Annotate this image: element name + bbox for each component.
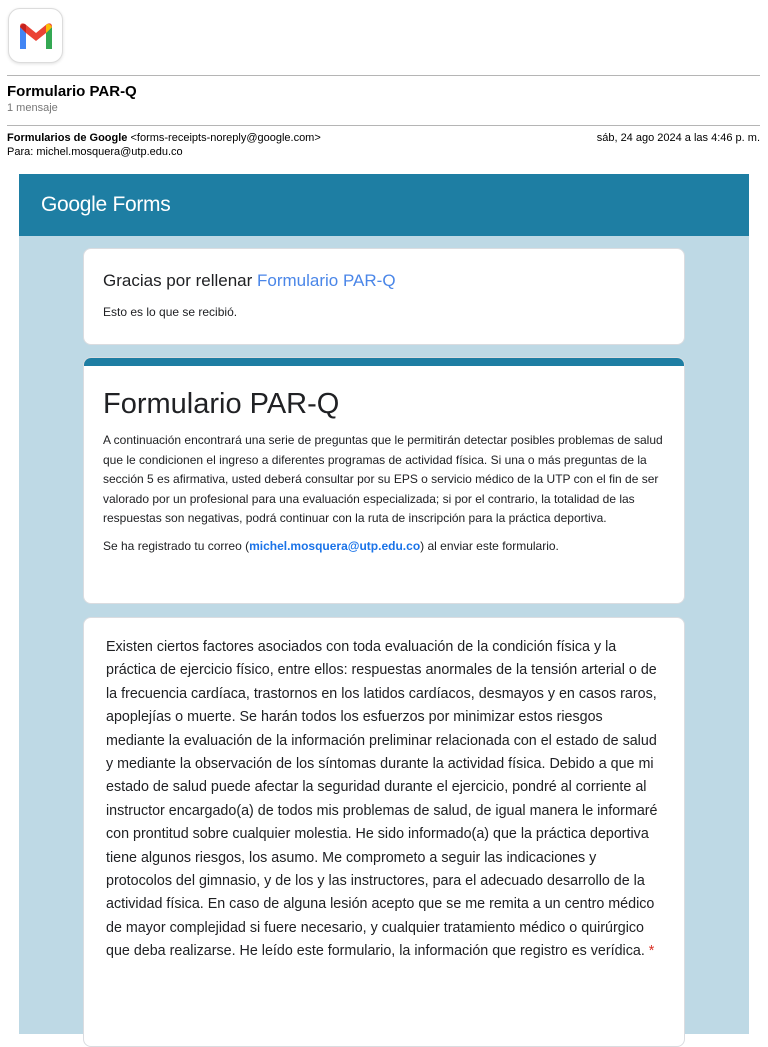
- google-forms-logo: [41, 193, 170, 217]
- card-accent-bar: [84, 358, 684, 366]
- required-marker: *: [644, 943, 655, 960]
- subject-divider: [7, 125, 760, 126]
- question-text: [106, 636, 660, 964]
- form-link[interactable]: Formulario PAR-Q: [257, 271, 396, 290]
- message-count: 1 mensaje: [7, 102, 58, 114]
- form-title: Formulario PAR-Q: [103, 388, 340, 420]
- email-note-prefix: Se ha registrado tu correo (: [103, 538, 250, 553]
- brand-google: Google: [41, 193, 107, 216]
- thanks-card: [83, 248, 685, 345]
- received-text: Esto es lo que se recibió.: [103, 305, 238, 319]
- brand-forms: Forms: [106, 193, 171, 216]
- recipient-line: Para: michel.mosquera@utp.edu.co: [7, 146, 183, 158]
- question-card: [83, 617, 685, 1047]
- header-divider: [7, 75, 760, 76]
- email-note-suffix: ) al enviar este formulario.: [420, 538, 559, 553]
- gmail-icon: [8, 8, 63, 63]
- thanks-prefix: Gracias por rellenar: [103, 271, 258, 290]
- question-body: Existen ciertos factores asociados con toda evaluación de la condición física y la práctica de ejercicio físico, entre ellos: respuestas anormales de la tensión arterial o de la frecuencia cardíaca, trastornos en los latidos cardíacos, desmayos y en casos raros, apoplejías o muerte. Se harán todos los esfuerzos por minimizar estos riesgos mediante la evaluación de la información preliminar relacionada con el estado de salud y mediante la observación de los síntomas durante la actividad física. Debido a que mi estado de salud puede afectar la seguridad durante el ejercicio, pondré al corriente al instructor encargado(a) de todos mis problemas de salud, de igual manera le informaré con prontitud sobre cualquier molestia. He sido informado(a) que la práctica deportiva tiene algunos riesgos, los asumo. Me comprometo a seguir las indicaciones y protocolos del gimnasio, y de los y las instructores, para el adecuado desarrollo de la actividad física. En caso de alguna lesión acepto que se me remita a un centro médico de mayor complejidad si fuere necesario, y cualquier tratamiento médico o quirúrgico que deba realizarse. He leído este formulario, la información que registro es verídica.: [106, 639, 658, 960]
- forms-header: [19, 174, 749, 236]
- email-note: [103, 539, 666, 553]
- sender-address: <forms-receipts-noreply@google.com>: [130, 132, 321, 144]
- thanks-heading: [103, 271, 664, 291]
- sender-name[interactable]: Formularios de Google: [7, 132, 128, 144]
- email-date: sáb, 24 ago 2024 a las 4:46 p. m.: [596, 132, 760, 144]
- forms-email-body: [19, 174, 749, 1034]
- email-note-address[interactable]: michel.mosquera@utp.edu.co: [249, 538, 421, 553]
- form-description: A continuación encontrará una serie de preguntas que le permitirán detectar posibles problemas de salud que le condicionen el ingreso a diferentes programas de actividad física. Si una o más preguntas de la sección 5 es afirmativa, usted deberá consultar por su EPS o servicio médico de la UTP con el fin de ser valorado por un profesional para una evaluación especializada; si por el contrario, la totalidad de las respuestas son negativas, podrá continuar con la ruta de inscripción para la práctica deportiva.: [103, 433, 663, 525]
- sender-line: [7, 132, 321, 144]
- email-subject: Formulario PAR-Q: [7, 83, 137, 100]
- form-info-card: [83, 357, 685, 604]
